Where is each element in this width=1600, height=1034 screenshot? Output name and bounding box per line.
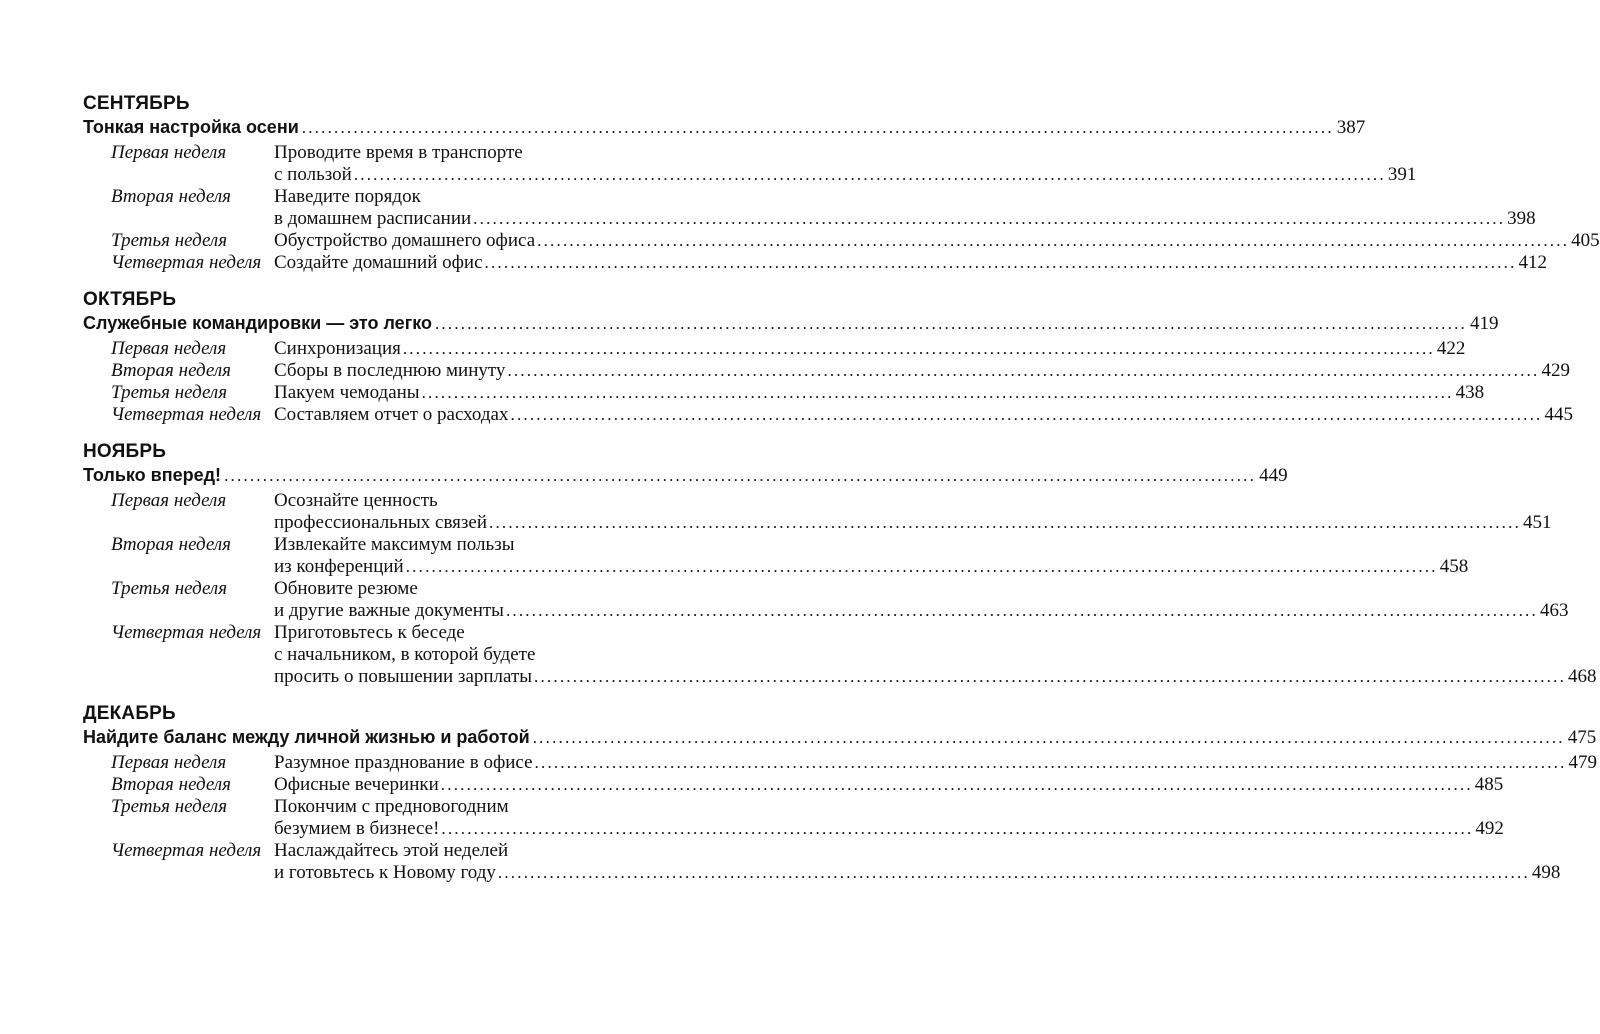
chapter-title-line: из конференций xyxy=(274,556,404,577)
month-heading: ОКТЯБРЬ xyxy=(83,289,177,310)
page-number: 422 xyxy=(1436,338,1466,359)
chapter-title xyxy=(273,360,1570,382)
week-label: Первая неделя xyxy=(111,338,227,359)
week-entry[interactable] xyxy=(83,186,1536,230)
chapter-title-line: профессиональных связей xyxy=(274,512,488,533)
chapter-title-line: и готовьтесь к Новому году xyxy=(274,862,496,883)
chapter-title xyxy=(273,404,1573,426)
month-section xyxy=(83,702,1598,884)
chapter-title-last-line xyxy=(274,404,1573,426)
chapter-title xyxy=(273,796,1504,840)
page-number: 492 xyxy=(1475,818,1504,839)
week-label: Четвертая неделя xyxy=(111,252,262,273)
week-label: Первая неделя xyxy=(111,752,227,773)
week-label: Четвертая неделя xyxy=(111,622,262,643)
chapter-title xyxy=(273,774,1503,796)
chapter-title xyxy=(273,534,1468,578)
week-entry[interactable] xyxy=(83,382,1485,404)
chapter-title-line: Обустройство домашнего офиса xyxy=(274,230,536,251)
month-theme-entry[interactable] xyxy=(83,116,1366,138)
week-label: Первая неделя xyxy=(111,490,227,511)
chapter-title xyxy=(273,230,1600,252)
week-entry[interactable] xyxy=(83,752,1598,774)
week-entry[interactable] xyxy=(83,490,1552,534)
chapter-title-last-line xyxy=(274,752,1597,774)
chapter-title-last-line xyxy=(274,512,1552,534)
chapter-title-line: безумием в бизнесе! xyxy=(274,818,440,839)
dot-leader: ................................................................................................................................................................ xyxy=(484,253,1517,272)
month-heading: ДЕКАБРЬ xyxy=(83,703,176,724)
chapter-title-last-line xyxy=(274,164,1416,186)
chapter-title-line: с начальником, в которой будете xyxy=(274,644,536,665)
week-entry[interactable] xyxy=(83,796,1504,840)
page-number: 479 xyxy=(1568,752,1598,773)
page-number: 429 xyxy=(1541,360,1570,381)
month-heading: НОЯБРЬ xyxy=(83,441,167,462)
chapter-title-line: Создайте домашний офис xyxy=(274,252,483,273)
week-label: Вторая неделя xyxy=(111,186,231,207)
dot-leader: ................................................................................................................................................................ xyxy=(441,819,1474,838)
dot-leader: ................................................................................................................................................................ xyxy=(489,513,1522,532)
week-entry[interactable] xyxy=(83,338,1466,360)
month-section xyxy=(83,288,1573,426)
chapter-title-line: и другие важные документы xyxy=(274,600,504,621)
week-label: Первая неделя xyxy=(111,142,227,163)
dot-leader: ................................................................................................................................................................ xyxy=(534,753,1567,772)
week-label: Третья неделя xyxy=(111,382,228,403)
chapter-title-line: Сборы в последнюю минуту xyxy=(274,360,506,381)
dot-leader: ................................................................................................................................................................ xyxy=(405,557,1438,576)
chapter-title-line: Проводите время в транспорте xyxy=(274,142,523,163)
chapter-title xyxy=(273,490,1552,534)
dot-leader: ................................................................................................................................................................ xyxy=(421,383,1454,402)
table-of-contents xyxy=(83,92,1600,884)
chapter-title-line: Офисные вечеринки xyxy=(274,774,439,795)
chapter-title-line: Разумное празднование в офисе xyxy=(274,752,533,773)
dot-leader: ................................................................................................................................................................ xyxy=(497,863,1530,882)
dot-leader: ................................................................................................................................................................ xyxy=(402,339,1435,358)
page-number: 451 xyxy=(1523,512,1552,533)
chapter-title xyxy=(273,252,1547,274)
month-section xyxy=(83,440,1597,688)
week-entry[interactable] xyxy=(83,404,1573,426)
page-number: 419 xyxy=(1469,313,1499,334)
page-number: 405 xyxy=(1571,230,1600,251)
chapter-title-last-line xyxy=(274,862,1560,884)
dot-leader: ................................................................................................................................................................ xyxy=(434,314,1467,333)
chapter-title-last-line xyxy=(274,818,1504,840)
chapter-title-line: Наслаждайтесь этой неделей xyxy=(274,840,509,861)
chapter-title xyxy=(273,578,1568,622)
chapter-title-line: Синхронизация xyxy=(274,338,401,359)
week-label: Третья неделя xyxy=(111,796,228,817)
chapter-title-last-line xyxy=(274,382,1484,404)
dot-leader: ................................................................................................................................................................ xyxy=(440,775,1473,794)
chapter-title-line: просить о повышении зарплаты xyxy=(274,666,533,687)
chapter-title-line: Наведите порядок xyxy=(274,186,421,207)
week-label: Третья неделя xyxy=(111,230,228,251)
week-entry[interactable] xyxy=(83,622,1597,688)
chapter-title-last-line xyxy=(274,230,1600,252)
week-label: Вторая неделя xyxy=(111,534,231,555)
chapter-title-line: с пользой xyxy=(274,164,352,185)
dot-leader: ................................................................................................................................................................ xyxy=(510,405,1543,424)
chapter-title-last-line xyxy=(274,556,1468,578)
dot-leader: ................................................................................................................................................................ xyxy=(537,231,1570,250)
week-entry[interactable] xyxy=(83,840,1561,884)
week-entry[interactable] xyxy=(83,252,1548,274)
chapter-title-line: Обновите резюме xyxy=(274,578,418,599)
page-number: 498 xyxy=(1531,862,1561,883)
page-number: 391 xyxy=(1387,164,1417,185)
theme-title: Тонкая настройка осени xyxy=(83,117,299,137)
dot-leader: ................................................................................................................................................................ xyxy=(301,118,1334,137)
chapter-title-line: Пакуем чемоданы xyxy=(274,382,420,403)
chapter-title-last-line xyxy=(274,360,1570,382)
week-entry[interactable] xyxy=(83,578,1569,622)
month-theme-entry[interactable] xyxy=(83,312,1499,334)
dot-leader: ................................................................................................................................................................ xyxy=(507,361,1540,380)
dot-leader: ................................................................................................................................................................ xyxy=(532,728,1565,747)
page-number: 468 xyxy=(1568,666,1597,687)
chapter-title-line: Покончим с предновогодним xyxy=(274,796,509,817)
week-entry[interactable] xyxy=(83,774,1504,796)
theme-title: Служебные командировки — это легко xyxy=(83,313,432,333)
chapter-title xyxy=(273,840,1560,884)
week-label: Вторая неделя xyxy=(111,360,231,381)
week-entry[interactable] xyxy=(83,534,1469,578)
month-theme-entry[interactable] xyxy=(83,464,1288,486)
chapter-title-last-line xyxy=(274,666,1597,688)
dot-leader: ................................................................................................................................................................ xyxy=(505,601,1538,620)
chapter-title-last-line xyxy=(274,774,1503,796)
chapter-title xyxy=(273,752,1597,774)
chapter-title-line: Осознайте ценность xyxy=(274,490,438,511)
chapter-title-line: в домашнем расписании xyxy=(274,208,472,229)
theme-title: Только вперед! xyxy=(83,465,222,485)
page-number: 485 xyxy=(1474,774,1504,795)
page-number: 398 xyxy=(1507,208,1536,229)
dot-leader: ................................................................................................................................................................ xyxy=(473,209,1506,228)
page-number: 387 xyxy=(1336,117,1366,138)
week-entry[interactable] xyxy=(83,230,1600,252)
dot-leader: ................................................................................................................................................................ xyxy=(224,466,1257,485)
month-heading: СЕНТЯБРЬ xyxy=(83,93,190,114)
theme-title: Найдите баланс между личной жизнью и работой xyxy=(83,727,530,747)
page-number: 438 xyxy=(1455,382,1485,403)
chapter-title-line: Извлекайте максимум пользы xyxy=(274,534,515,555)
week-entry[interactable] xyxy=(83,142,1417,186)
chapter-title-last-line xyxy=(274,600,1568,622)
page-number: 475 xyxy=(1567,727,1597,748)
chapter-title-line: Приготовьтесь к беседе xyxy=(274,622,465,643)
page-number: 445 xyxy=(1544,404,1573,425)
week-entry[interactable] xyxy=(83,360,1570,382)
page-number: 463 xyxy=(1539,600,1569,621)
chapter-title-line: Составляем отчет о расходах xyxy=(274,404,509,425)
month-theme-entry[interactable] xyxy=(83,726,1597,748)
chapter-title-last-line xyxy=(274,252,1547,274)
page-number: 449 xyxy=(1259,465,1288,486)
chapter-title xyxy=(273,382,1484,404)
page-number: 458 xyxy=(1439,556,1469,577)
chapter-title xyxy=(273,142,1416,186)
chapter-title xyxy=(273,622,1597,688)
chapter-title xyxy=(273,186,1536,230)
dot-leader: ................................................................................................................................................................ xyxy=(353,165,1386,184)
chapter-title-last-line xyxy=(274,208,1536,230)
month-section xyxy=(83,92,1600,274)
chapter-title xyxy=(273,338,1465,360)
week-label: Четвертая неделя xyxy=(111,840,262,861)
week-label: Третья неделя xyxy=(111,578,228,599)
week-label: Вторая неделя xyxy=(111,774,231,795)
week-label: Четвертая неделя xyxy=(111,404,262,425)
dot-leader: ................................................................................................................................................................ xyxy=(534,667,1567,686)
chapter-title-last-line xyxy=(274,338,1465,360)
page-number: 412 xyxy=(1518,252,1548,273)
